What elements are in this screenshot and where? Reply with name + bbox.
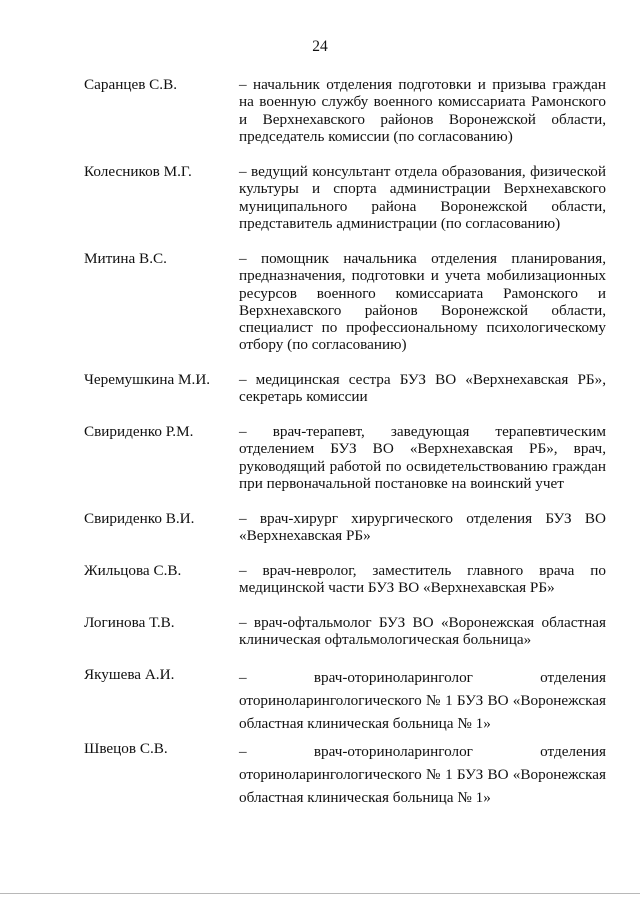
page-number: 24	[312, 38, 328, 55]
member-name: Логинова Т.В.	[84, 614, 175, 631]
member-name: Черемушкина М.И.	[84, 371, 211, 388]
member-name: Свириденко Р.М.	[84, 423, 194, 440]
member-role: – медицинская сестра БУЗ ВО «Верхнехавская РБ», секретарь комиссии	[239, 371, 606, 406]
member-name: Колесников М.Г.	[84, 163, 192, 180]
member-role: – помощник начальника отделения планирования, предназначения, подготовки и учета мобилизационных ресурсов военного комиссариата Рамонского и Верхнехавского районов Воронежской области, специалист по профессиональному психологическому отбору (по согласованию)	[239, 250, 606, 354]
member-name: Швецов С.В.	[84, 740, 168, 757]
member-role: – начальник отделения подготовки и призыва граждан на военную службу военного комиссариата Рамонского и Верхнехавского районов Воронежской области, председатель комиссии (по согласованию)	[239, 76, 606, 145]
member-role: – врач-офтальмолог БУЗ ВО «Воронежская областная клиническая офтальмологическая больница»	[239, 614, 606, 649]
member-role: – врач-невролог, заместитель главного врача по медицинской части БУЗ ВО «Верхнехавская РБ»	[239, 562, 606, 597]
member-role: – врач-оториноларинголог отделения оториноларингологического № 1 БУЗ ВО «Воронежская областная клиническая больница № 1»	[239, 669, 606, 732]
member-name: Жильцова С.В.	[84, 562, 182, 579]
member-role: – врач-оториноларинголог отделения оториноларингологического № 1 БУЗ ВО «Воронежская областная клиническая больница № 1»	[239, 743, 606, 806]
member-name: Митина В.С.	[84, 250, 167, 267]
member-name: Саранцев С.В.	[84, 76, 178, 93]
member-role: – ведущий консультант отдела образования, физической культуры и спорта администрации Верхнехавского муниципального района Воронежской области, представитель администрации (по согласованию)	[239, 163, 606, 232]
page-bottom-rule	[0, 893, 640, 894]
member-role: – врач-терапевт, заведующая терапевтическим отделением БУЗ ВО «Верхнехавская РБ», врач, руководящий работой по освидетельствованию граждан при первоначальной постановке на воинский учет	[239, 423, 606, 492]
member-role: – врач-хирург хирургического отделения БУЗ ВО «Верхнехавская РБ»	[239, 510, 606, 545]
member-name: Якушева А.И.	[84, 666, 175, 683]
member-name: Свириденко В.И.	[84, 510, 195, 527]
